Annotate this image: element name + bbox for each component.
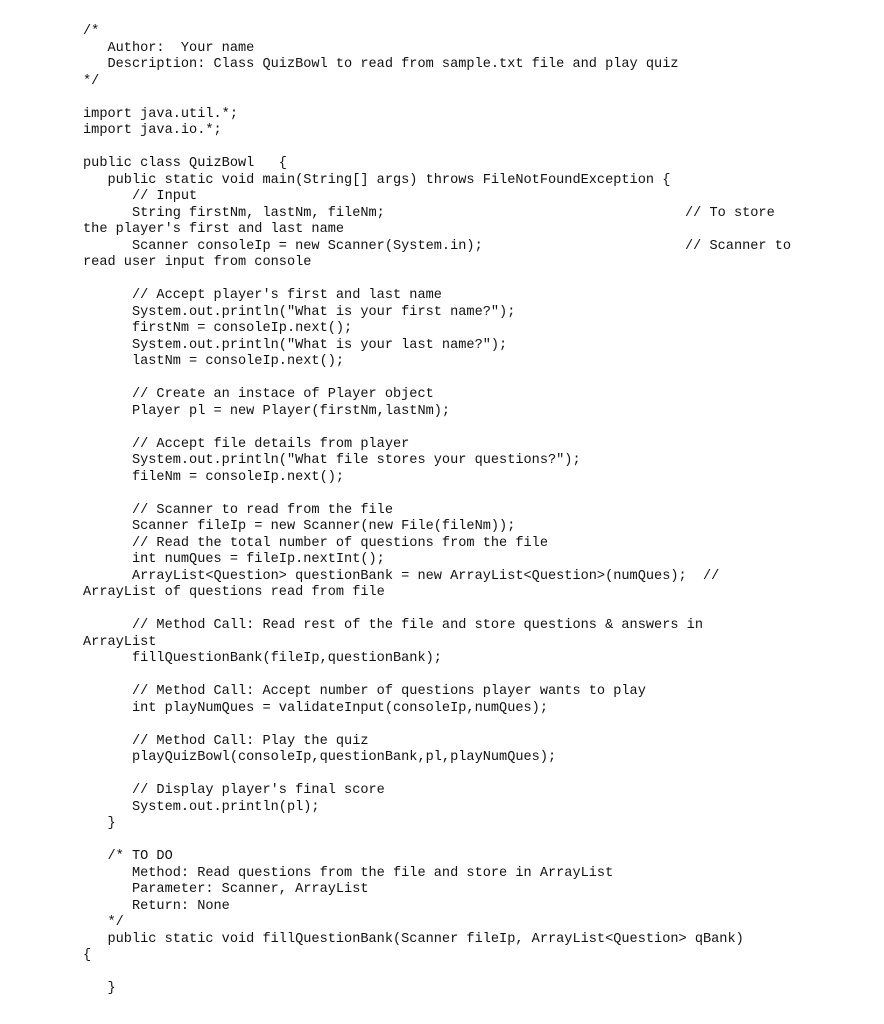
- code-line-text: Parameter: Scanner, ArrayList: [83, 882, 369, 897]
- code-inline-comment: // To store: [685, 205, 775, 221]
- code-line: [83, 503, 873, 520]
- code-line-text: // Method Call: Accept number of questions player wants to play: [83, 684, 646, 699]
- code-line: [83, 321, 873, 338]
- code-line: [83, 585, 873, 602]
- code-line: [83, 453, 873, 470]
- code-line: [83, 750, 873, 767]
- code-line-text: firstNm = consoleIp.next();: [83, 321, 353, 336]
- code-line: [83, 90, 873, 107]
- code-line: [83, 272, 873, 289]
- code-line: [83, 602, 873, 619]
- code-line: [83, 404, 873, 421]
- code-line: [83, 569, 873, 586]
- code-line-text: ArrayList of questions read from file: [83, 585, 385, 600]
- code-line: [83, 635, 873, 652]
- code-line: [83, 24, 873, 41]
- code-line-text: Description: Class QuizBowl to read from sample.txt file and play quiz: [83, 57, 679, 72]
- code-line-text: int playNumQues = validateInput(consoleIp,numQues);: [83, 700, 548, 716]
- code-line: [83, 618, 873, 635]
- code-line: [83, 255, 873, 272]
- code-line: [83, 189, 873, 206]
- code-line: [83, 932, 873, 949]
- code-line-text: // Accept player's first and last name: [83, 288, 442, 303]
- code-line: [83, 668, 873, 685]
- code-line-text: System.out.println("What is your first name?");: [83, 304, 516, 320]
- code-line: [83, 882, 873, 899]
- code-line-text: Scanner consoleIp = new Scanner(System.in);: [83, 238, 483, 254]
- code-line: [83, 519, 873, 536]
- code-line-text: }: [83, 981, 116, 996]
- code-line-text: // Method Call: Play the quiz: [83, 733, 369, 749]
- code-line-text: public class QuizBowl {: [83, 156, 287, 171]
- code-line: [83, 437, 873, 454]
- code-line: [83, 833, 873, 850]
- code-line: [83, 684, 873, 701]
- code-line-text: public static void fillQuestionBank(Scanner fileIp, ArrayList<Question> qBank): [83, 931, 744, 947]
- code-line-text: Player pl = new Player(firstNm,lastNm);: [83, 403, 451, 419]
- code-line-text: Author: Your name: [83, 40, 255, 56]
- code-line: [83, 767, 873, 784]
- code-line-text: lastNm = consoleIp.next();: [83, 354, 345, 369]
- code-line: [83, 74, 873, 91]
- code-line-text: Scanner fileIp = new Scanner(new File(fileNm));: [83, 519, 516, 534]
- code-line: [83, 239, 873, 256]
- code-line-text: playQuizBowl(consoleIp,questionBank,pl,playNumQues);: [83, 750, 557, 765]
- code-line: [83, 305, 873, 322]
- code-line: [83, 552, 873, 569]
- code-line: [83, 420, 873, 437]
- code-line: [83, 371, 873, 388]
- code-line: [83, 57, 873, 74]
- code-line-text: // Read the total number of questions from the file: [83, 535, 548, 551]
- code-line: [83, 849, 873, 866]
- code-line: [83, 288, 873, 305]
- code-line: [83, 981, 873, 998]
- code-line: [83, 387, 873, 404]
- code-line: [83, 717, 873, 734]
- code-line: [83, 107, 873, 124]
- code-line-text: public static void main(String[] args) throws FileNotFoundException {: [83, 172, 671, 188]
- code-line: [83, 915, 873, 932]
- code-line: [83, 41, 873, 58]
- code-line-text: ArrayList: [83, 634, 157, 650]
- code-line: [83, 123, 873, 140]
- code-line: [83, 470, 873, 487]
- code-line-text: Method: Read questions from the file and store in ArrayList: [83, 865, 614, 881]
- code-line: [83, 354, 873, 371]
- code-line-text: String firstNm, lastNm, fileNm;: [83, 205, 385, 221]
- code-line: [83, 338, 873, 355]
- code-listing: [83, 24, 873, 998]
- code-line-text: System.out.println(pl);: [83, 799, 320, 815]
- code-line-text: ArrayList<Question> questionBank = new ArrayList<Question>(numQues); //: [83, 568, 720, 584]
- code-line: [83, 140, 873, 157]
- code-line-text: int numQues = fileIp.nextInt();: [83, 552, 385, 567]
- code-line: [83, 206, 873, 223]
- code-line: [83, 536, 873, 553]
- code-line: [83, 899, 873, 916]
- code-line: [83, 701, 873, 718]
- code-line-text: // Accept file details from player: [83, 436, 410, 452]
- code-line: [83, 816, 873, 833]
- code-line-text: // Input: [83, 189, 198, 204]
- code-line-text: // Create an instace of Player object: [83, 387, 434, 402]
- code-line-text: the player's first and last name: [83, 222, 345, 237]
- code-line-text: */: [83, 915, 124, 930]
- code-line-text: fileNm = consoleIp.next();: [83, 469, 345, 485]
- code-line-text: {: [83, 948, 92, 963]
- code-line-text: // Display player's final score: [83, 783, 385, 798]
- code-line: [83, 734, 873, 751]
- code-line: [83, 173, 873, 190]
- code-line-text: Return: None: [83, 898, 230, 914]
- code-line-text: /*: [83, 24, 100, 39]
- code-line: [83, 866, 873, 883]
- code-line-text: import java.util.*;: [83, 106, 238, 122]
- code-line-text: */: [83, 73, 100, 89]
- code-line-text: import java.io.*;: [83, 123, 222, 138]
- code-line: [83, 948, 873, 965]
- code-line: [83, 800, 873, 817]
- code-line-text: fillQuestionBank(fileIp,questionBank);: [83, 651, 442, 666]
- code-line: [83, 965, 873, 982]
- code-line-text: // Scanner to read from the file: [83, 502, 393, 518]
- code-line: [83, 156, 873, 173]
- code-line: [83, 651, 873, 668]
- code-line: [83, 783, 873, 800]
- code-inline-comment: // Scanner to: [685, 238, 792, 254]
- code-line-text: /* TO DO: [83, 849, 173, 864]
- code-line-text: read user input from console: [83, 255, 312, 270]
- code-line-text: System.out.println("What is your last name?");: [83, 337, 508, 353]
- code-line-text: }: [83, 816, 116, 831]
- code-line-text: System.out.println("What file stores your questions?");: [83, 453, 581, 468]
- code-line: [83, 486, 873, 503]
- code-line-text: // Method Call: Read rest of the file and store questions & answers in: [83, 618, 703, 633]
- code-line: [83, 222, 873, 239]
